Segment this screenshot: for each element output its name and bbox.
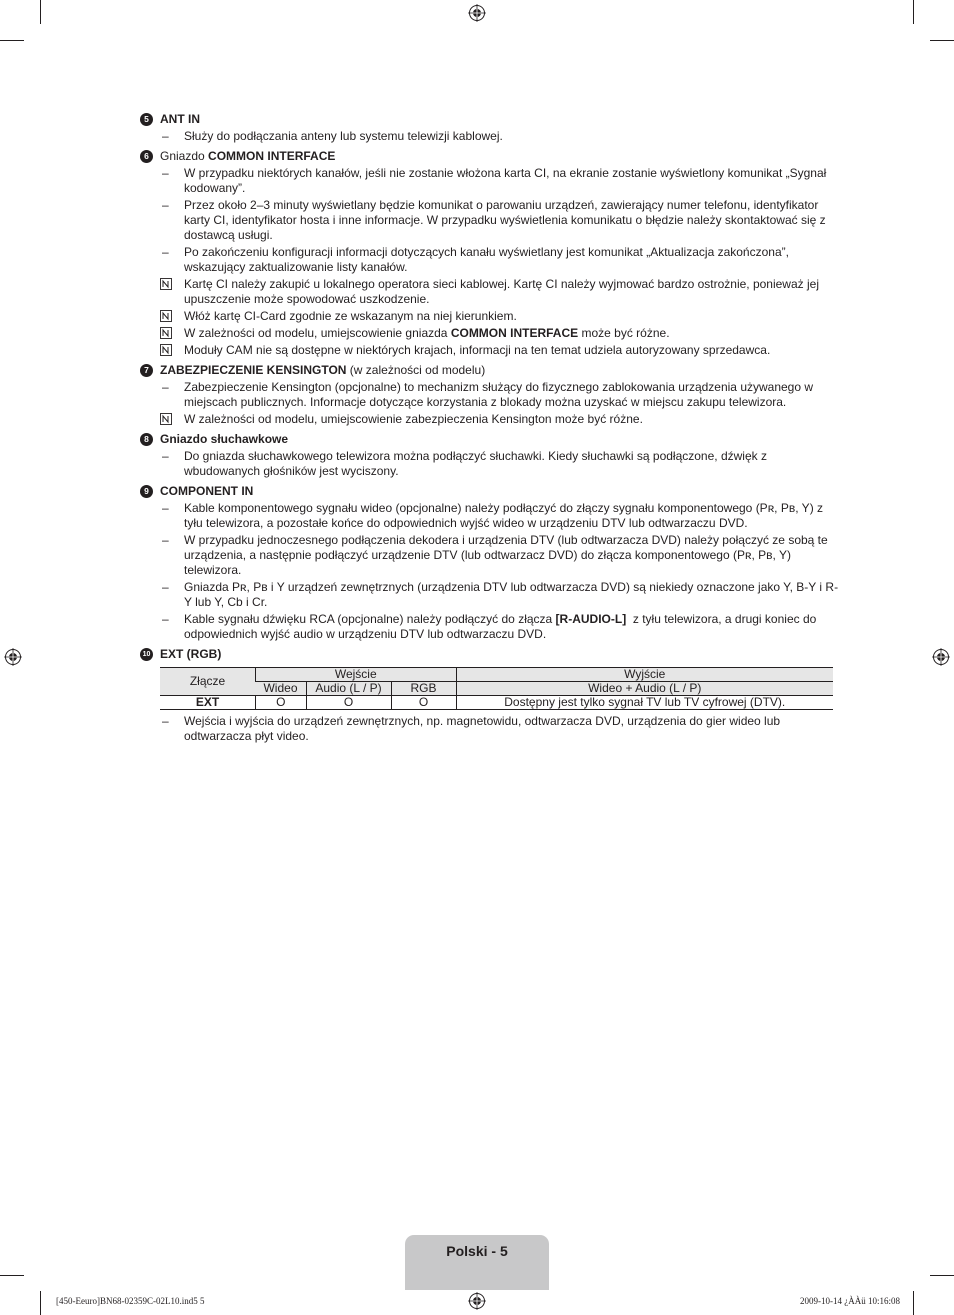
- subheader-rgb: RGB: [391, 682, 456, 696]
- note-item: [140, 277, 840, 307]
- registration-mark-icon: [468, 1292, 486, 1310]
- crop-mark: [913, 0, 914, 24]
- item-text: Włóż kartę CI-Card zgodnie ze wskazanym na niej kierunkiem.: [184, 309, 517, 323]
- section-heading-ant-in: [140, 111, 840, 127]
- section-title: EXT (RGB): [160, 646, 222, 661]
- crop-mark: [930, 40, 954, 41]
- table-subheader-row: [160, 682, 833, 696]
- note-item: [140, 412, 840, 427]
- note-icon: [160, 327, 172, 339]
- item-text: W zależności od modelu, umiejscowienie zabezpieczenia Kensington może być różne.: [184, 412, 643, 426]
- section-title: ZABEZPIECZENIE KENSINGTON: [160, 362, 347, 377]
- section-number-badge: 6: [140, 150, 153, 163]
- list-item: [140, 449, 840, 479]
- list-item: [140, 198, 840, 243]
- dash-bullet: –: [162, 166, 169, 180]
- note-icon: [160, 310, 172, 322]
- item-text: Wejścia i wyjścia do urządzeń zewnętrznych, np. magnetowidu, odtwarzacza DVD, urządzenia do gier wideo lub odtwarzacza płyt video.: [184, 714, 781, 743]
- subheader-output: Wideo + Audio (L / P): [456, 682, 833, 696]
- cell-audio: O: [306, 696, 391, 710]
- item-text-pre: Kable sygnału dźwięku RCA (opcjonalne) należy podłączyć do złącza: [184, 612, 556, 626]
- section-title-suffix: (w zależności od modelu): [346, 362, 486, 377]
- registration-mark-icon: [932, 648, 950, 666]
- item-text: W przypadku jednoczesnego podłączenia dekodera i urządzenia DTV (lub odtwarzacza DVD) należy połączyć ze sobą te urządzenia, a następnie podłączyć urządzenie DTV (lub odtwarzacz DVD) do złącza komponentowego (Pʀ, Pʙ, Y) telewizora.: [184, 533, 828, 577]
- crop-mark: [40, 1291, 41, 1315]
- section-heading-headphones: [140, 431, 840, 447]
- item-text-post: może być różne.: [578, 326, 670, 340]
- note-item: [140, 326, 840, 341]
- section-heading-component-in: [140, 483, 840, 499]
- note-item: [140, 343, 840, 358]
- cell-output: Dostępny jest tylko sygnał TV lub TV cyfrowej (DTV).: [456, 696, 833, 710]
- list-item: [140, 533, 840, 578]
- crop-mark: [0, 1275, 24, 1276]
- dash-bullet: –: [162, 245, 169, 259]
- item-text-bold: COMMON INTERFACE: [450, 326, 579, 340]
- section-title: ANT IN: [160, 111, 200, 126]
- section-number-badge: 8: [140, 433, 153, 446]
- subheader-audio: Audio (L / P): [306, 682, 391, 696]
- list-item: [140, 501, 840, 531]
- table-row: [160, 696, 833, 710]
- cell-connector-name: EXT: [160, 696, 256, 710]
- ext-connector-table: [160, 667, 833, 710]
- note-icon: [160, 413, 172, 425]
- cell-video: O: [256, 696, 307, 710]
- section-title: COMMON INTERFACE: [208, 148, 336, 163]
- item-text: Do gniazda słuchawkowego telewizora można podłączyć słuchawki. Kiedy słuchawki są podłączone, dźwięk z wbudowanych głośników jest wyciszony.: [184, 449, 767, 478]
- crop-mark: [930, 1275, 954, 1276]
- section-number-badge: 10: [140, 648, 153, 661]
- list-item: [140, 245, 840, 275]
- item-text: Gniazda Pʀ, Pʙ i Y urządzeń zewnętrznych (urządzenia DTV lub odtwarzacza DVD) są niekiedy oznaczone jako Y, B-Y i R-Y lub Y, Cb i Cr.: [184, 580, 839, 609]
- item-text: Zabezpieczenie Kensington (opcjonalne) to mechanizm służący do fizycznego zablokowania urządzenia używanego w miejscach publicznych. Informacje dotyczące korzystania z blokady można uzyskać w miejscu zakupu telewizora.: [184, 380, 814, 409]
- section-heading-kensington: [140, 362, 840, 378]
- dash-bullet: –: [162, 380, 169, 394]
- crop-mark: [913, 1291, 914, 1315]
- item-text: W przypadku niektórych kanałów, jeśli nie zostanie włożona karta CI, na ekranie zostanie wyświetlony komunikat „Sygnał kodowany”.: [184, 166, 827, 195]
- dash-bullet: –: [162, 449, 169, 463]
- crop-mark: [0, 40, 24, 41]
- cell-rgb: O: [391, 696, 456, 710]
- table-header-row: [160, 668, 833, 682]
- list-item: [140, 129, 840, 144]
- dash-bullet: –: [162, 612, 169, 626]
- header-input: Wejście: [256, 668, 457, 682]
- item-text: Moduły CAM nie są dostępne w niektórych krajach, informacji na ten temat udziela autoryzowany sprzedawca.: [184, 343, 771, 357]
- list-item: [140, 166, 840, 196]
- item-text-post: z tyłu telewizora, a drugi koniec do odpowiednich wyjść audio w urządzeniu DTV lub odtwarzaczu DVD.: [184, 612, 820, 641]
- print-slug-left: [450-Eeuro]BN68-02359C-02L10.ind5 5: [56, 1296, 205, 1306]
- item-text: Kartę CI należy zakupić u lokalnego operatora sieci kablowej. Kartę CI należy wyjmować bardzo ostrożnie, ponieważ jej upuszczenie może spowodować uszkodzenie.: [184, 277, 819, 306]
- section-title: COMPONENT IN: [160, 483, 254, 498]
- section-number-badge: 7: [140, 364, 153, 377]
- section-title: Gniazdo słuchawkowe: [160, 431, 289, 446]
- registration-mark-icon: [4, 648, 22, 666]
- item-text: Kable komponentowego sygnału wideo (opcjonalne) należy podłączyć do złączy sygnału komponentowego (Pʀ, Pʙ, Y) z tyłu telewizora, a pozostałe końce do odpowiednich wyjść wideo w urządzeniu DTV lub odtwarzaczu DVD.: [184, 501, 824, 530]
- header-connector: Złącze: [160, 668, 256, 696]
- crop-mark: [40, 0, 41, 24]
- manual-content: [140, 111, 840, 744]
- section-heading-common-interface: [140, 148, 840, 164]
- item-text-bold: [R-AUDIO-L]: [555, 612, 627, 626]
- section-number-badge: 9: [140, 485, 153, 498]
- dash-bullet: –: [162, 501, 169, 515]
- section-title-prefix: Gniazdo: [160, 148, 209, 163]
- dash-bullet: –: [162, 714, 169, 728]
- item-text: Po zakończeniu konfiguracji informacji dotyczących kanału wyświetlany jest komunikat „Aktualizacja zakończona”, wskazujący zaktualizowanie listy kanałów.: [184, 245, 789, 274]
- subheader-video: Wideo: [256, 682, 307, 696]
- list-item: [140, 380, 840, 410]
- item-text-pre: W zależności od modelu, umiejscowienie gniazda: [184, 326, 451, 340]
- list-item: [140, 612, 840, 642]
- item-text: Przez około 2–3 minuty wyświetlany będzie komunikat o parowaniu urządzeń, zawierający numer telefonu, identyfikator karty CI, identyfikator hosta i inne informacje. W przypadku wyświetlenia komunikatu o błędzie należy skontaktować się z dostawcą usługi.: [184, 198, 826, 242]
- dash-bullet: –: [162, 580, 169, 594]
- dash-bullet: –: [162, 198, 169, 212]
- list-item: [140, 580, 840, 610]
- dash-bullet: –: [162, 129, 169, 143]
- print-slug-right: 2009-10-14 ¿ÀÀü 10:16:08: [800, 1296, 900, 1306]
- list-item: [140, 714, 840, 744]
- section-number-badge: 5: [140, 113, 153, 126]
- item-text: Służy do podłączania anteny lub systemu telewizji kablowej.: [184, 129, 503, 143]
- registration-mark-icon: [468, 4, 486, 22]
- note-icon: [160, 278, 172, 290]
- dash-bullet: –: [162, 533, 169, 547]
- note-item: [140, 309, 840, 324]
- section-heading-ext-rgb: [140, 646, 840, 662]
- page-number-label: Polski - 5: [446, 1243, 508, 1259]
- header-output: Wyjście: [456, 668, 833, 682]
- note-icon: [160, 344, 172, 356]
